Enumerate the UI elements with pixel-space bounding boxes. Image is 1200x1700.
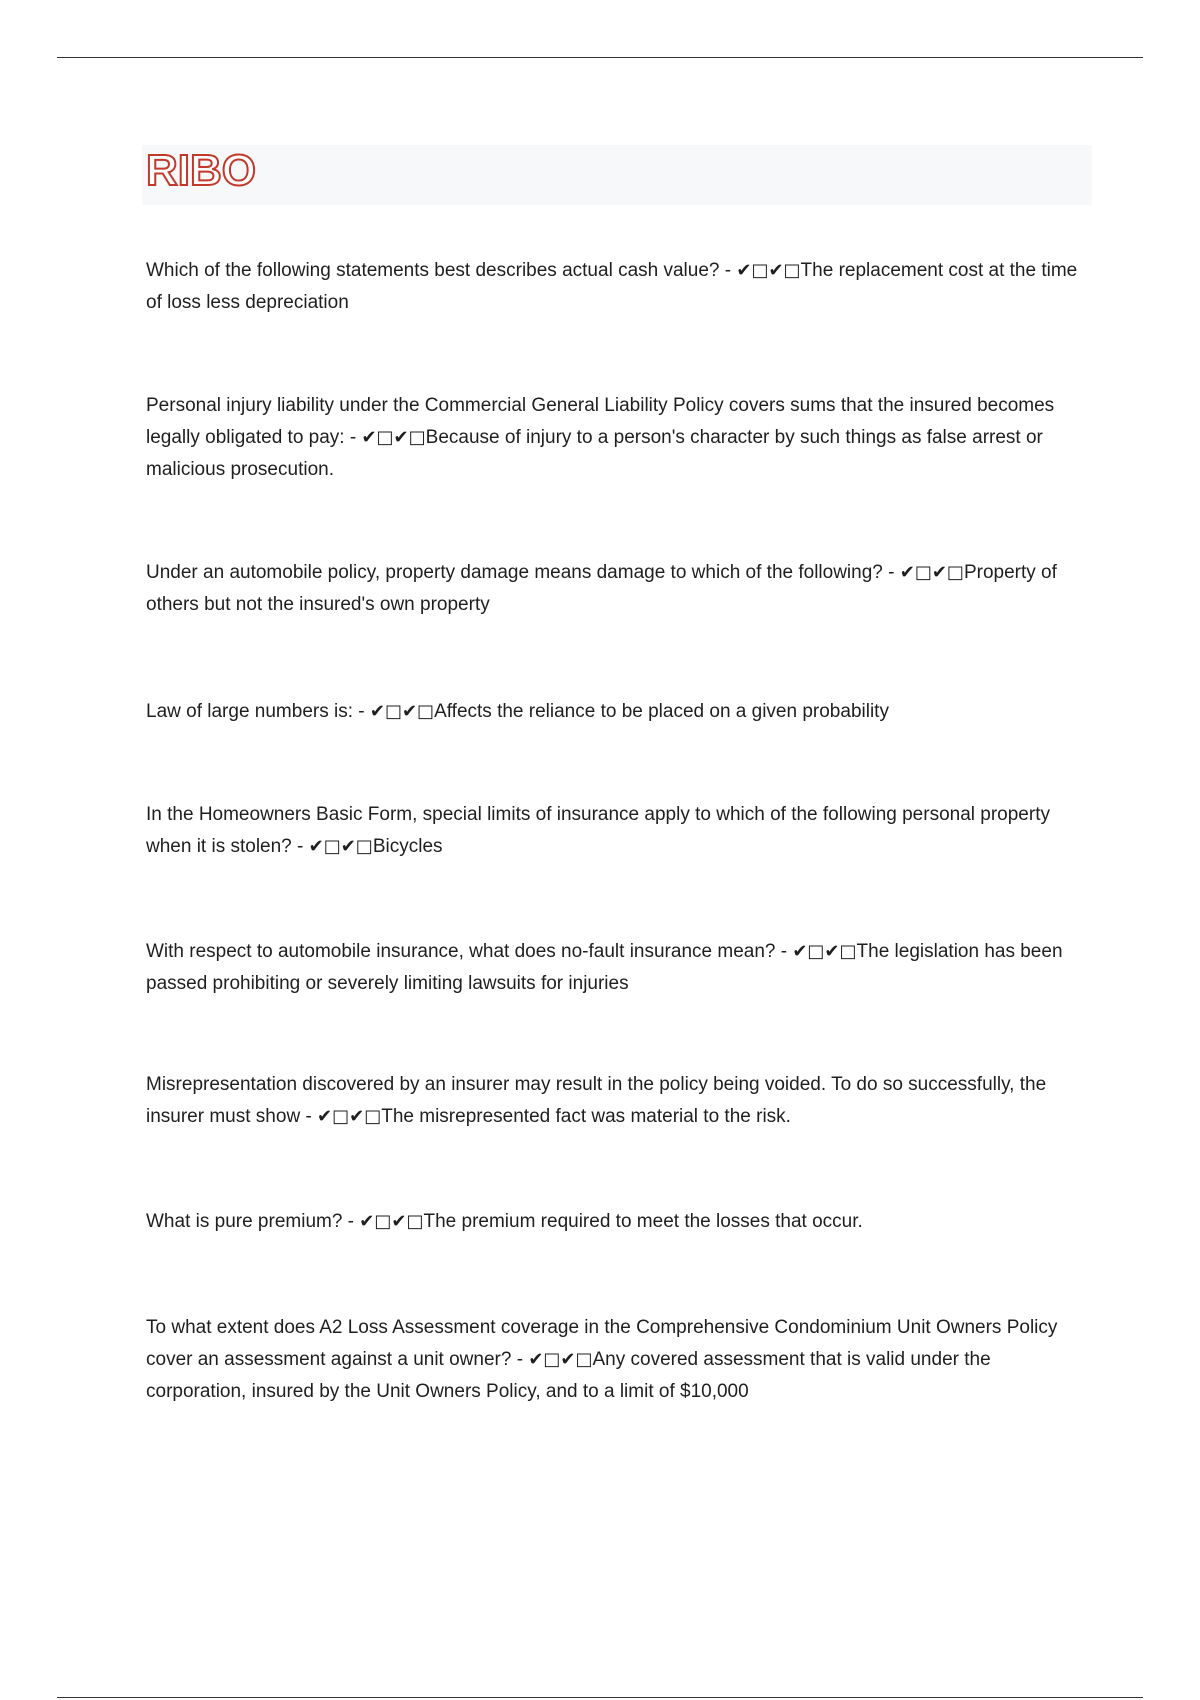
checkmark-icon: ✔□✔□ (369, 701, 435, 722)
question-text: Which of the following statements best describes actual cash value? - (146, 260, 737, 281)
checkmark-icon: ✔□✔□ (528, 1349, 593, 1370)
answer-text: Bicycles (372, 836, 443, 857)
qa-item-8 (146, 1206, 1096, 1238)
question-text: Personal injury liability under the Commercial General Liability Policy covers sums that the insured becomes legally obligated to pay: - (146, 395, 1055, 448)
question-text: In the Homeowners Basic Form, special limits of insurance apply to which of the following personal property when it is stolen? - (146, 804, 1050, 857)
answer-text: Because of injury to a person's character by such things as false arrest or malicious prosecution. (146, 427, 1043, 480)
answer-text: The misrepresented fact was material to the risk. (381, 1106, 791, 1127)
qa-item-3 (146, 557, 1096, 621)
qa-item-5 (146, 799, 1096, 863)
qa-item-6 (146, 936, 1096, 1000)
answer-text: Any covered assessment that is valid under the corporation, insured by the Unit Owners Policy, and to a limit of $10,000 (146, 1349, 991, 1402)
header-band (142, 145, 1092, 205)
question-text: Misrepresentation discovered by an insurer may result in the policy being voided. To do so successfully, the insurer must show - (146, 1074, 1047, 1127)
qa-item-4 (146, 696, 1096, 728)
checkmark-icon: ✔□✔□ (308, 836, 373, 857)
question-text: To what extent does A2 Loss Assessment coverage in the Comprehensive Condominium Unit Owners Policy cover an assessment against a unit owner? - (146, 1317, 1058, 1370)
answer-text: Affects the reliance to be placed on a given probability (434, 701, 889, 722)
checkmark-icon: ✔□✔□ (317, 1106, 382, 1127)
checkmark-icon: ✔□✔□ (359, 1211, 424, 1232)
ribo-logo: RIBO (146, 146, 256, 195)
checkmark-icon: ✔□✔□ (736, 260, 801, 281)
checkmark-icon: ✔□✔□ (361, 427, 426, 448)
qa-item-1 (146, 255, 1096, 319)
checkmark-icon: ✔□✔□ (792, 941, 857, 962)
qa-item-9 (146, 1312, 1096, 1408)
answer-text: The replacement cost at the time of loss less depreciation (146, 260, 1078, 313)
question-text: With respect to automobile insurance, what does no-fault insurance mean? - (146, 941, 793, 962)
qa-item-2 (146, 390, 1096, 486)
question-text: Under an automobile policy, property damage means damage to which of the following? - (146, 562, 900, 583)
checkmark-icon: ✔□✔□ (899, 562, 964, 583)
qa-item-7 (146, 1069, 1096, 1133)
bottom-rule (57, 1697, 1143, 1698)
answer-text: The premium required to meet the losses that occur. (423, 1211, 863, 1232)
answer-text: Property of others but not the insured's own property (146, 562, 1057, 615)
question-text: Law of large numbers is: - (146, 701, 370, 722)
top-rule (57, 57, 1143, 58)
answer-text: The legislation has been passed prohibiting or severely limiting lawsuits for injuries (146, 941, 1063, 994)
question-text: What is pure premium? - (146, 1211, 360, 1232)
